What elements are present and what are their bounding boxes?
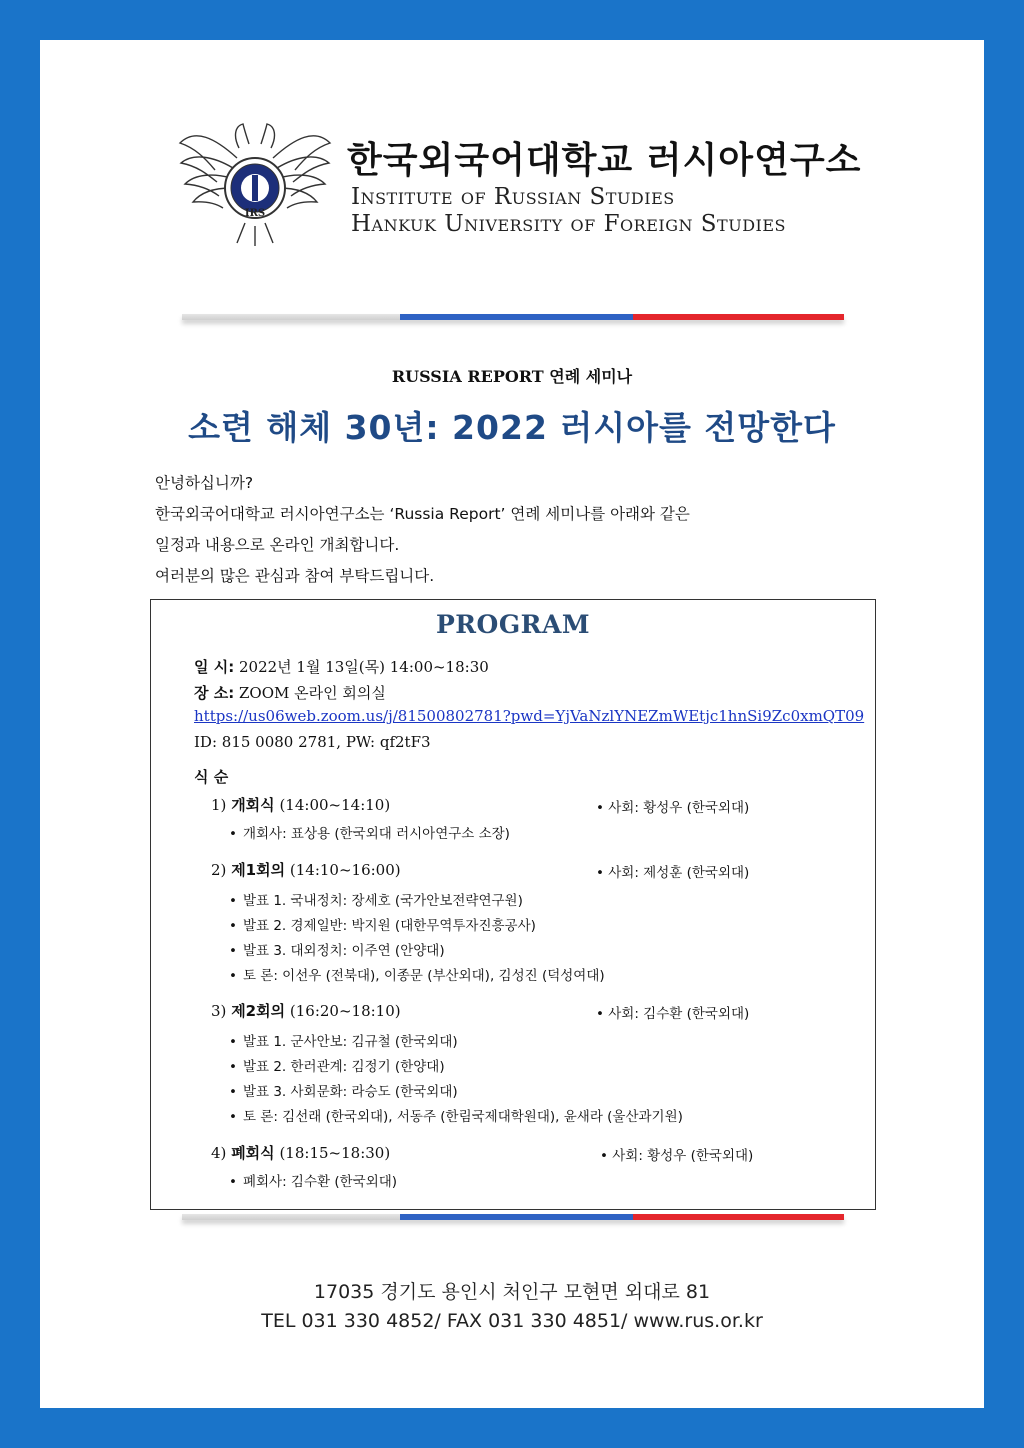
list-item: • 발표 2. 한러관계: 김정기 (한양대) [229,1055,445,1075]
series-prefix: RUSSIA REPORT [391,367,544,386]
session-2-moderator: • 사회: 제성훈 (한국외대) [596,865,750,881]
place-row [194,682,386,703]
zoom-link-row [194,707,864,725]
program-heading: PROGRAM [435,610,591,639]
order-label: 식 순 [194,768,229,786]
intro-line: 안녕하십니까? [155,474,254,492]
meeting-id: ID: 815 0080 2781, PW: qf2tF3 [194,733,431,751]
session-number: 3) [211,1002,227,1020]
session-4-header [211,1142,390,1163]
list-item: • 개회사: 표상용 (한국외대 러시아연구소 소장) [229,822,510,842]
session-name: 개회식 [231,796,275,814]
place-value: ZOOM 온라인 회의실 [238,684,386,702]
org-name-english-line2: Hankuk University of Foreign Studies [351,211,787,237]
date-row [194,656,489,677]
list-item: • 토 론: 이선우 (전북대), 이종문 (부산외대), 김성진 (덕성여대) [229,964,605,984]
list-item: • 발표 1. 국내정치: 장세호 (국가안보전략연구원) [229,889,523,909]
place-label: 장 소: [194,684,235,702]
org-name-english-line1: Institute of Russian Studies [351,184,675,210]
session-time: (14:00~14:10) [279,796,391,814]
list-item: • 토 론: 김선래 (한국외대), 서동주 (한림국제대학원대), 윤새라 (울산과기원) [229,1105,683,1125]
list-item: • 발표 3. 사회문화: 라승도 (한국외대) [229,1080,458,1100]
intro-line: 한국외국어대학교 러시아연구소는 ‘Russia Report’ 연례 세미나를 아래와 같은 [155,505,690,523]
footer-address: 17035 경기도 용인시 처인구 모현면 외대로 81 [313,1281,711,1303]
intro-text [155,468,875,592]
session-name: 제1회의 [231,861,286,879]
session-1-moderator: • 사회: 황성우 (한국외대) [596,800,750,816]
list-item: • 폐회사: 김수환 (한국외대) [229,1170,397,1190]
session-3-moderator: • 사회: 김수환 (한국외대) [596,1006,750,1022]
series-label [40,364,984,387]
double-headed-eagle-emblem [175,118,335,248]
session-4-moderator: • 사회: 황성우 (한국외대) [600,1148,754,1164]
date-label: 일 시: [194,658,235,676]
tricolor-divider-bottom [182,1214,844,1220]
session-name: 제2회의 [231,1002,286,1020]
session-1-header [211,794,390,815]
session-time: (18:15~18:30) [279,1144,391,1162]
session-time: (14:10~16:00) [289,861,401,879]
session-number: 4) [211,1144,227,1162]
date-value: 2022년 1월 13일(목) 14:00~18:30 [238,658,489,676]
header [175,118,862,248]
intro-line: 여러분의 많은 관심과 참여 부탁드립니다. [155,567,435,585]
list-item: • 발표 2. 경제일반: 박지원 (대한무역투자진흥공사) [229,914,536,934]
zoom-link[interactable]: https://us06web.zoom.us/j/81500802781?pwd=YjVaNzlYNEZmWEtjc1hnSi9Zc0xmQT09 [194,707,865,725]
series-suffix: 연례 세미나 [549,367,633,386]
session-time: (16:20~18:10) [289,1002,401,1020]
session-2-header [211,859,401,880]
document-page [40,40,984,1408]
seminar-title: 소련 해체 30년: 2022 러시아를 전망한다 [188,408,836,447]
footer-contact: TEL 031 330 4852/ FAX 031 330 4851/ www.rus.or.kr [261,1310,763,1332]
session-3-header [211,1000,401,1021]
session-number: 1) [211,796,227,814]
intro-line: 일정과 내용으로 온라인 개최합니다. [155,536,400,554]
session-number: 2) [211,861,227,879]
emblem-text: IRS [244,208,266,219]
list-item: • 발표 3. 대외정치: 이주연 (안양대) [229,939,445,959]
org-name-korean: 한국외국어대학교 러시아연구소 [347,140,862,181]
program-box [150,599,876,1210]
list-item: • 발표 1. 군사안보: 김규철 (한국외대) [229,1030,458,1050]
session-name: 폐회식 [231,1144,275,1162]
tricolor-divider-top [182,314,844,320]
